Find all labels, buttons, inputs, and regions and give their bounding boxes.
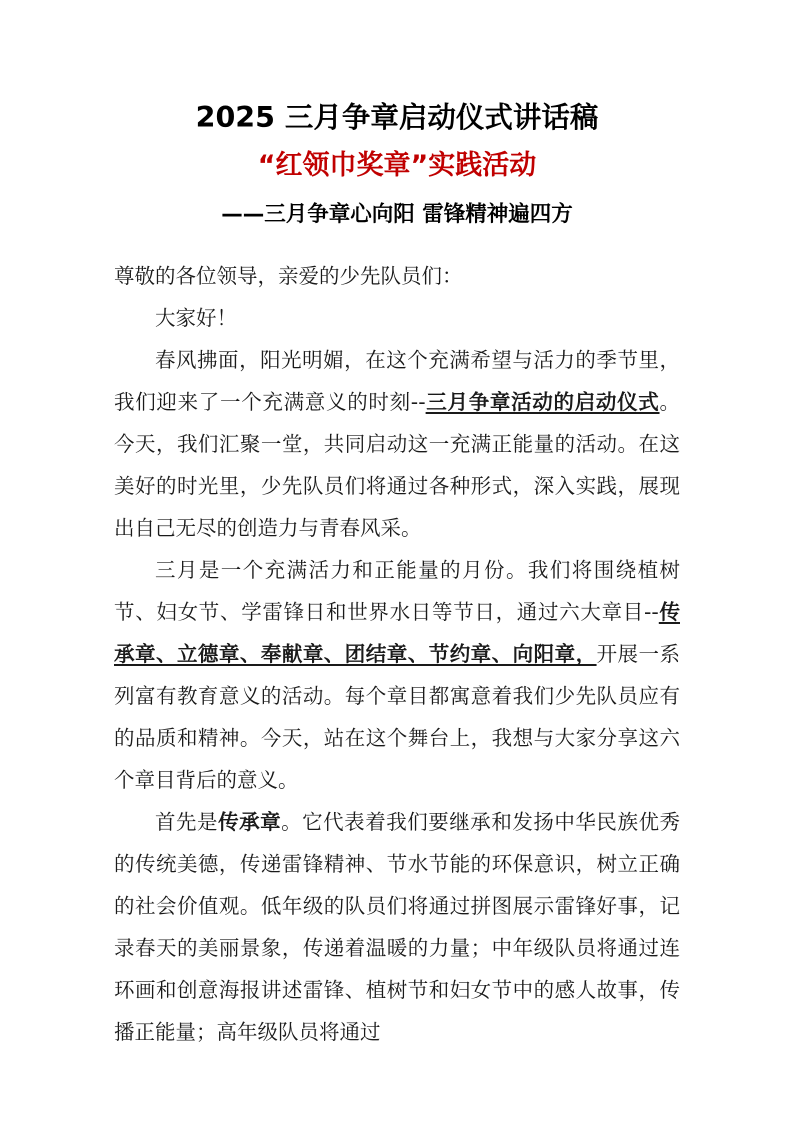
document-subtitle-red: “红领巾奖章”实践活动 — [257, 149, 537, 181]
body-text: 首先是 — [155, 810, 219, 834]
body-text: 三月是一个充满活力和正能量的月份。我们将围绕植树节、妇女节、学雷锋日和世界水日等节日，通过六大章目-- — [114, 558, 680, 624]
emphasis-bold-text: 传承章 — [218, 810, 282, 834]
paragraph-greeting — [114, 297, 680, 339]
paragraph-list — [114, 297, 680, 1053]
emphasis-underlined-text: 传承章、立德章、奉献章、团结章、节约章、向阳章， — [114, 600, 680, 666]
paragraph-chuancheng-badge — [114, 801, 680, 1053]
page-title: 2025 三月争章启动仪式讲话稿 — [195, 101, 599, 134]
emphasis-underlined-text: 三月争章活动的启动仪式 — [425, 390, 660, 414]
document-tagline: ——三月争章心向阳 雷锋精神遍四方 — [221, 201, 573, 227]
paragraph-spring-opening — [114, 339, 680, 549]
body-text: 春风拂面，阳光明媚，在这个充满希望与活力的季节里，我们迎来了一个充满意义的时刻-- — [114, 348, 680, 414]
body-text: 。它代表着我们要继承和发扬中华民族优秀的传统美德，传递雷锋精神、节水节能的环保意识，树立正确的社会价值观。低年级的队员们将通过拼图展示雷锋好事，记录春天的美丽景象，传递着温暖的力量；中年级队员将通过连环画和创意海报讲述雷锋、植树节和妇女节中的感人故事，传播正能量；高年级队员将通过 — [114, 810, 680, 1044]
salutation-line: 尊敬的各位领导，亲爱的少先队员们： — [114, 264, 463, 288]
body-text: 大家好！ — [155, 306, 237, 330]
paragraph-march-six-badges — [114, 549, 680, 801]
document-body — [114, 0, 680, 1053]
body-text: 开展一系列富有教育意义的活动。每个章目都寓意着我们少先队员应有的品质和精神。今天，站在这个舞台上，我想与大家分享这六个章目背后的意义。 — [114, 642, 681, 792]
body-text: 。今天，我们汇聚一堂，共同启动这一充满正能量的活动。在这美好的时光里，少先队员们将通过各种形式，深入实践，展现出自己无尽的创造力与青春风采。 — [114, 390, 681, 540]
